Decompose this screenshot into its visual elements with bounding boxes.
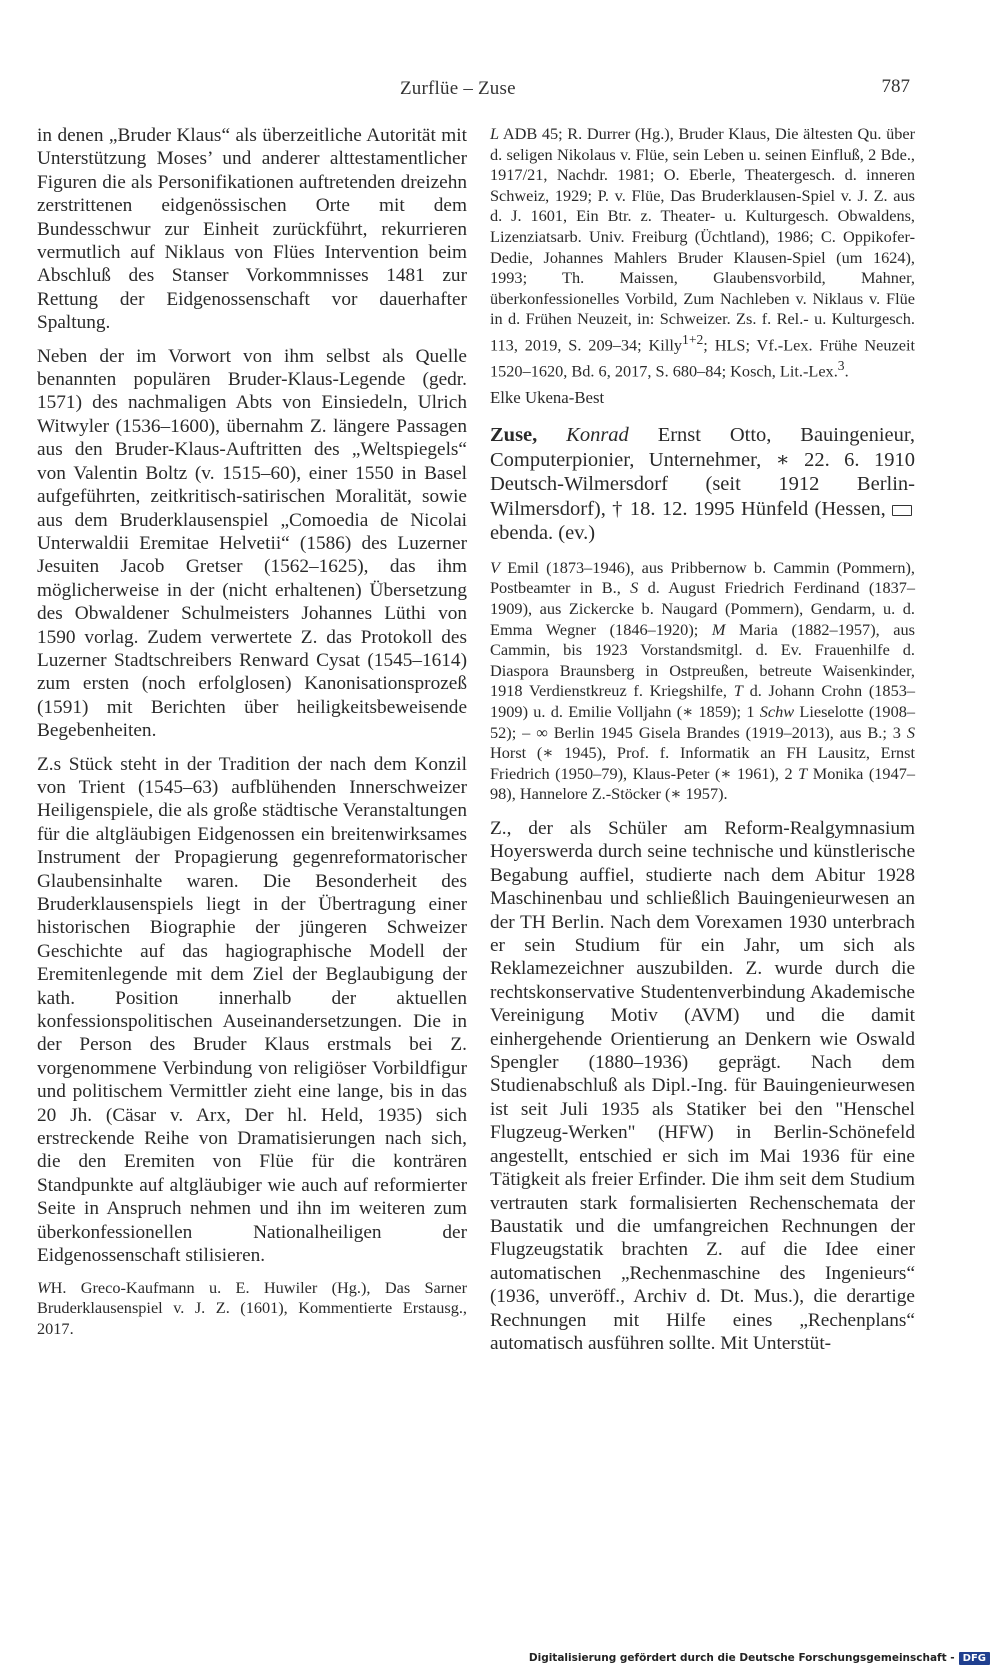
genealogy-text: Emil (1873–1946), aus Pribbernow b. Cammin (Pommern), Postbeamter in B., xyxy=(490,557,915,598)
works-section xyxy=(37,1278,467,1340)
right-column xyxy=(490,124,915,1355)
dfg-logo: DFG xyxy=(959,1652,990,1665)
genealogy-text: d. August Friedrich Ferdinand (1837–1909), aus Zickercke b. Naugard (Pommern), Gendarm, u. d. Emma Wegner (1846–1920); xyxy=(490,578,916,639)
works-siglum: W xyxy=(37,1277,51,1297)
genealogy-text: Lieselotte (1908–52); – ∞ Berlin 1945 Gisela Brandes (1919–2013), aus B.; 3 xyxy=(490,702,915,742)
superscript: 3 xyxy=(837,357,845,373)
literature-end: . xyxy=(844,361,849,381)
paragraph: Neben der im Vorwort von ihm selbst als Quelle benannten populären Bruder-Klaus-Legende (gedr. 1571) des nachmaligen Abts von Einsiedeln, Ulrich Witwyler (1536–1600), übernahm Z. längere Passagen aus den Bruder-Klaus-Auftritten des „Weltspiegels“ von Valentin Boltz (v. 1515–60), einer 1550 in Basel aufgeführten, zeitkritisch-satirischen Moralität, sowie aus dem Bruderklausenspiel „Comoedia de Nicolai Unterwaldii Eremitae Helvetii“ (1586) des Luzerner Jesuiten Jacob Gretser (1562–1625), das ihm möglicherweise in der (nicht erhaltenen) Übersetzung des Obwaldener Schulmeisters Johannes Lüthi von 1590 vorlag. Zudem verwertete Z. das Protokoll des Luzerner Stadtschreibers Renward Cysat (1545–1614) zum ersten (noch erfolglosen) Kanonisationsprozeß (1591) mit Berichten über heiligkeitsbeweisende Begebenheiten. xyxy=(37,345,467,742)
literature-section xyxy=(490,124,915,382)
superscript: 1+2 xyxy=(682,331,704,347)
genealogy-siglum: Schw xyxy=(759,702,795,722)
footer xyxy=(0,1652,990,1665)
page-number: 787 xyxy=(881,76,910,97)
author-signature: Elke Ukena-Best xyxy=(490,387,605,407)
entry-burial: ebenda. (ev.) xyxy=(490,522,596,545)
works-text: H. Greco-Kaufmann u. E. Huwiler (Hg.), Das Sarner Bruderklausenspiel v. J. Z. (1601), Kommentierte Erstausg., 2017. xyxy=(37,1277,467,1338)
genealogy-text: d. Johann Crohn (1853–1909) u. d. Emilie Volljahn (∗ 1859); 1 xyxy=(490,681,915,722)
genealogy-text: Monika (1947–98), Hannelore Z.-Stöcker (∗ 1957). xyxy=(490,763,915,804)
literature-text: ADB 45; R. Durrer (Hg.), Bruder Klaus, Die ältesten Qu. über d. seligen Nikolaus v. Flüe, sein Leben u. seinen Einfluß, 2 Bde., 1917/21, Nachdr. 1981; O. Eberle, Theatergesch. d. inneren Schweiz, 1929; P. v. Flüe, Das Bruderklausen-Spiel v. J. Z. aus d. J. 1601, Ein Btr. z. Theater- u. Kulturgesch. Obwaldens, Lizenziatsarb. Univ. Freiburg (Üchtland), 1986; C. Oppikofer-Dedie, Johannes Mahlers Bruder Klausen-Spiel (um 1624), 1993; Th. Maissen, Glaubensvorbild, Mahner, überkonfessionelles Vorbild, Zum Nachleben v. Niklaus v. Flüe in d. Frühen Neuzeit, in: Schweizer. Zs. f. Rel.- u. Kulturgesch. 113, 2019, S. 209–34; Killy xyxy=(490,124,916,355)
genealogy-text: Horst (∗ 1945), Prof. f. Informatik an FH Lausitz, Ernst Friedrich (1950–79), Klaus-Peter (∗ 1961), 2 xyxy=(490,743,915,783)
literature-siglum: L xyxy=(490,124,500,143)
running-title: Zurflüe – Zuse xyxy=(400,78,516,99)
entry-name: Zuse, xyxy=(490,424,538,447)
paragraph: Z.s Stück steht in der Tradition der nach dem Konzil von Trient (1545–63) aufblühenden Innerschweizer Heiligenspiele, die als große städtische Veranstaltungen für die altgläubigen Eidgenossen ein breitenwirksames Instrument der Propagierung gegenreformatorischer Glaubensinhalte waren. Die Besonderheit des Bruderklausenspiels liegt in der Übertragung einer historischen Biographie der jüngeren Schweizer Geschichte auf das hagiographische Modell der Eremitenlegende mit dem Ziel der Beglaubigung der kath. Position innerhalb der aktuellen konfessionspolitischen Auseinandersetzungen. Die in der Person des Bruder Klaus erstmals bei Z. vorgenommene Verbindung von religiöser Vorbildfigur und politischem Vermittler zieht eine lange, bis in das 20 Jh. (Cäsar v. Arx, Der hl. Held, 1935) sich erstreckende Reihe von Dramatisierungen nach sich, die den Eremiten von Flüe für die konträren Standpunkte auf altgläubiger wie auch auf reformierter Seite in Anspruch nehmen und ihn im weiteren zum überkonfessionellen Nationalheiligen der Eidgenossenschaft stilisieren. xyxy=(37,753,467,1267)
genealogy-siglum: T xyxy=(798,763,808,783)
genealogy-siglum: M xyxy=(711,619,726,639)
entry-firstname: Konrad xyxy=(566,424,629,447)
burial-icon xyxy=(892,505,912,516)
genealogy-siglum: S xyxy=(630,578,639,598)
paragraph: Z., der als Schüler am Reform-Realgymnasium Hoyerswerda durch seine technische und künstlerische Begabung auffiel, studierte nach dem Abitur 1928 Maschinenbau und schließlich Bauingenieurwesen an der TH Berlin. Nach dem Vorexamen 1930 unterbrach er sein Studium für ein Jahr, um sich als Reklamezeichner auszubilden. Z. wurde durch die rechtskonservative Studentenverbindung Akademische Vereinigung Motiv (AVM) und die damit einhergehende Orientierung an Denkern wie Oswald Spengler (1880–1936) geprägt. Nach dem Studienabschluß als Dipl.-Ing. für Bauingenieurwesen ist seit Juli 1935 als Statiker bei den "Henschel Flugzeug-Werken" (HFW) in Berlin-Schönefeld angestellt, entschied er sich im Mai 1936 für eine Tätigkeit als freier Erfinder. Die ihm seit dem Studium vertrauten stark formalisierten Rechenschemata der Baustatik und die umfangreichen Rechnungen der Flugzeugstatik brachten Z. auf die Idee einer automatischen „Rechenmaschine des Ingenieurs“ (1936, unveröff., Archiv d. Dt. Mus.), die derartige Rechnungen mit Hilfe eines „Rechenplans“ automatisch ausführen sollte. Mit Unterstüt- xyxy=(490,818,915,1354)
genealogy-siglum: T xyxy=(733,681,743,701)
genealogy-text: Maria (1882–1957), aus Cammin, bis 1923 Vorstandsmitgl. d. Ev. Frauenhilfe d. Diaspora Braunsberg in Ostpreußen, betreute Waisenkinder, 1918 Verdienstkreuz f. Kriegshilfe, xyxy=(490,619,915,701)
genealogy-section xyxy=(490,558,915,805)
footer-text: Digitalisierung gefördert durch die Deutsche Forschungsgemeinschaft - xyxy=(528,1652,955,1664)
genealogy-siglum: S xyxy=(906,722,915,742)
entry-heading xyxy=(490,423,915,546)
entry-head-text: Ernst Otto, Bauingenieur, Computerpionier, Unternehmer, ∗ 22. 6. 1910 Deutsch-Wilmersdorf (seit 1912 Berlin-Wilmersdorf), † 18. 12. 1995 Hünfeld (Hessen, xyxy=(490,424,916,520)
left-column xyxy=(37,124,467,1339)
page-header xyxy=(0,76,1000,106)
genealogy-siglum: V xyxy=(490,557,500,577)
paragraph: in denen „Bruder Klaus“ als überzeitliche Autorität mit Unterstützung Moses’ und anderer alttestamentlicher Figuren die als Personifikationen auftretenden dreizehn zerstrittenen eidgenössischen Orte mit dem Bundesschwur zur Einheit zurückführt, rekurrieren vermutlich auf Niklaus von Flües Intervention beim Abschluß des Stanser Vorkommnisses 1481 zur Rettung der Eidgenossenschaft vor dauerhafter Spaltung. xyxy=(37,125,467,334)
literature-text: ; HLS; Vf.-Lex. Frühe Neuzeit 1520–1620, Bd. 6, 2017, S. 680–84; Kosch, Lit.-Lex. xyxy=(490,335,915,381)
